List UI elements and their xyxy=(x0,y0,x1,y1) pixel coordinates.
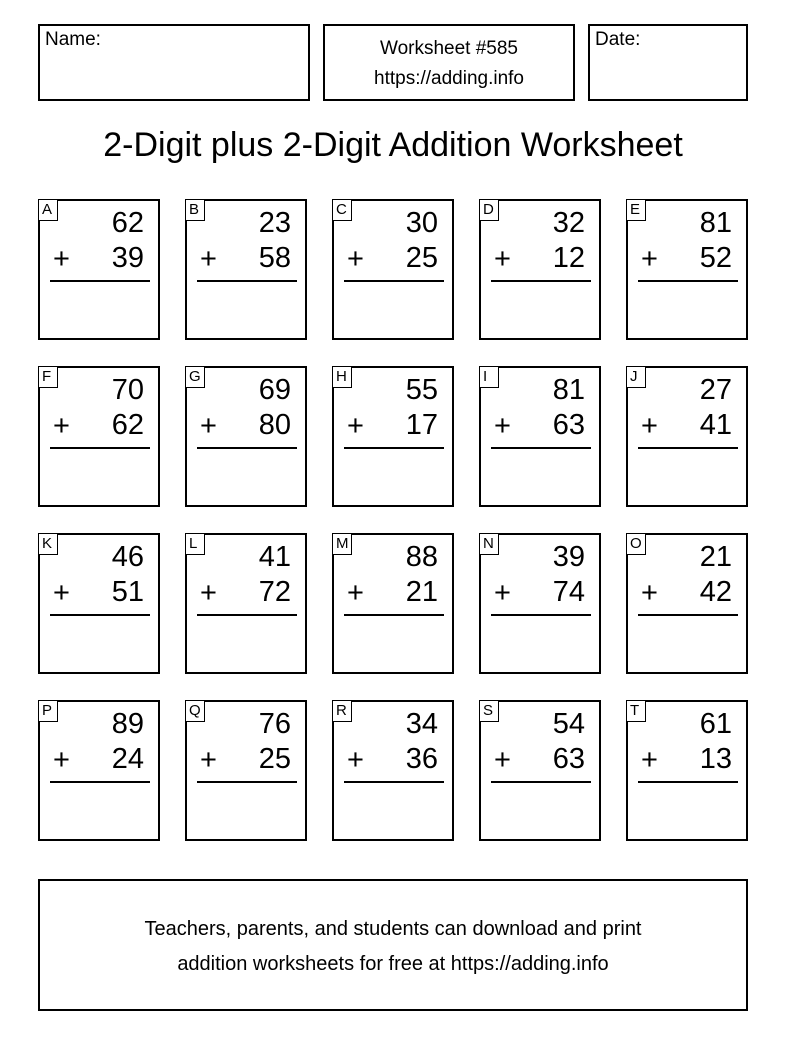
problem-bottom-number: 36 xyxy=(405,743,438,775)
problem-bottom-number: 39 xyxy=(111,242,144,274)
plus-sign: + xyxy=(641,744,658,776)
problem-top-number: 55 xyxy=(405,374,438,406)
problem-box xyxy=(626,366,748,507)
answer-line xyxy=(491,280,591,282)
problem-bottom-number: 58 xyxy=(258,242,291,274)
answer-line xyxy=(197,447,297,449)
problem-letter: C xyxy=(332,199,352,221)
problem-box xyxy=(185,366,307,507)
problem-top-number: 21 xyxy=(699,541,732,573)
problem-letter: E xyxy=(626,199,646,221)
problem-letter: J xyxy=(626,366,646,388)
plus-sign: + xyxy=(494,243,511,275)
answer-line xyxy=(638,614,738,616)
plus-sign: + xyxy=(53,410,70,442)
problem-top-number: 23 xyxy=(258,207,291,239)
problem-letter: K xyxy=(38,533,58,555)
problem-bottom-number: 13 xyxy=(699,743,732,775)
problem-top-number: 88 xyxy=(405,541,438,573)
plus-sign: + xyxy=(53,744,70,776)
problem-bottom-number: 52 xyxy=(699,242,732,274)
name-label: Name: xyxy=(45,29,101,50)
problem-box xyxy=(479,533,601,674)
plus-sign: + xyxy=(494,410,511,442)
date-label: Date: xyxy=(595,29,641,50)
problem-letter: B xyxy=(185,199,205,221)
answer-line xyxy=(344,280,444,282)
problem-bottom-number: 51 xyxy=(111,576,144,608)
problem-top-number: 61 xyxy=(699,708,732,740)
plus-sign: + xyxy=(641,577,658,609)
answer-line xyxy=(638,447,738,449)
plus-sign: + xyxy=(347,744,364,776)
plus-sign: + xyxy=(641,410,658,442)
problem-box xyxy=(185,700,307,841)
problem-box xyxy=(38,533,160,674)
problem-bottom-number: 63 xyxy=(552,743,585,775)
problem-letter: D xyxy=(479,199,499,221)
problem-bottom-number: 72 xyxy=(258,576,291,608)
problem-box xyxy=(479,199,601,340)
problem-bottom-number: 25 xyxy=(258,743,291,775)
problem-letter: I xyxy=(479,366,499,388)
problem-top-number: 32 xyxy=(552,207,585,239)
problem-top-number: 81 xyxy=(699,207,732,239)
answer-line xyxy=(344,614,444,616)
page-title: 2-Digit plus 2-Digit Addition Worksheet xyxy=(103,126,683,164)
worksheet-info-box xyxy=(323,24,575,101)
plus-sign: + xyxy=(347,577,364,609)
problem-top-number: 89 xyxy=(111,708,144,740)
problem-box xyxy=(332,199,454,340)
problem-bottom-number: 63 xyxy=(552,409,585,441)
problem-box xyxy=(479,366,601,507)
plus-sign: + xyxy=(53,243,70,275)
problem-top-number: 70 xyxy=(111,374,144,406)
plus-sign: + xyxy=(494,577,511,609)
problem-box xyxy=(626,700,748,841)
answer-line xyxy=(491,447,591,449)
problem-bottom-number: 62 xyxy=(111,409,144,441)
problem-letter: R xyxy=(332,700,352,722)
problem-bottom-number: 25 xyxy=(405,242,438,274)
answer-line xyxy=(50,781,150,783)
plus-sign: + xyxy=(53,577,70,609)
plus-sign: + xyxy=(200,410,217,442)
plus-sign: + xyxy=(641,243,658,275)
answer-line xyxy=(50,280,150,282)
problem-letter: P xyxy=(38,700,58,722)
problem-top-number: 62 xyxy=(111,207,144,239)
problem-top-number: 34 xyxy=(405,708,438,740)
answer-line xyxy=(197,614,297,616)
problem-letter: S xyxy=(479,700,499,722)
problem-box xyxy=(38,700,160,841)
answer-line xyxy=(491,781,591,783)
problem-letter: H xyxy=(332,366,352,388)
answer-line xyxy=(197,280,297,282)
answer-line xyxy=(638,280,738,282)
answer-line xyxy=(344,447,444,449)
problem-box xyxy=(332,700,454,841)
worksheet-number: Worksheet #585 xyxy=(379,38,518,59)
problem-top-number: 41 xyxy=(258,541,291,573)
problem-bottom-number: 74 xyxy=(552,576,585,608)
problem-top-number: 30 xyxy=(405,207,438,239)
answer-line xyxy=(491,614,591,616)
problem-letter: M xyxy=(332,533,352,555)
site-url: https://adding.info xyxy=(374,68,524,89)
problem-bottom-number: 12 xyxy=(552,242,585,274)
problem-top-number: 69 xyxy=(258,374,291,406)
plus-sign: + xyxy=(200,744,217,776)
answer-line xyxy=(344,781,444,783)
plus-sign: + xyxy=(347,410,364,442)
answer-line xyxy=(50,447,150,449)
problem-letter: A xyxy=(38,199,58,221)
problem-top-number: 46 xyxy=(111,541,144,573)
problem-top-number: 27 xyxy=(699,374,732,406)
name-box xyxy=(38,24,310,101)
footer-line-1: Teachers, parents, and students can download and print xyxy=(144,918,642,940)
problem-bottom-number: 24 xyxy=(111,743,144,775)
plus-sign: + xyxy=(200,577,217,609)
date-box xyxy=(588,24,748,101)
problem-letter: O xyxy=(626,533,646,555)
problem-box xyxy=(185,533,307,674)
answer-line xyxy=(197,781,297,783)
problem-top-number: 81 xyxy=(552,374,585,406)
problem-box xyxy=(332,533,454,674)
problem-box xyxy=(626,533,748,674)
problem-bottom-number: 17 xyxy=(405,409,438,441)
problem-letter: F xyxy=(38,366,58,388)
problem-box xyxy=(479,700,601,841)
problem-letter: N xyxy=(479,533,499,555)
problem-box xyxy=(38,366,160,507)
problem-letter: T xyxy=(626,700,646,722)
problem-box xyxy=(38,199,160,340)
plus-sign: + xyxy=(347,243,364,275)
footer-line-2: addition worksheets for free at https://adding.info xyxy=(177,953,609,975)
problem-bottom-number: 80 xyxy=(258,409,291,441)
problem-top-number: 76 xyxy=(258,708,291,740)
footer-box xyxy=(38,879,748,1011)
problem-box xyxy=(626,199,748,340)
problem-letter: L xyxy=(185,533,205,555)
problem-box xyxy=(332,366,454,507)
answer-line xyxy=(50,614,150,616)
problem-letter: Q xyxy=(185,700,205,722)
problem-box xyxy=(185,199,307,340)
plus-sign: + xyxy=(494,744,511,776)
problem-letter: G xyxy=(185,366,205,388)
answer-line xyxy=(638,781,738,783)
problem-top-number: 39 xyxy=(552,541,585,573)
problem-bottom-number: 41 xyxy=(699,409,732,441)
problem-bottom-number: 42 xyxy=(699,576,732,608)
plus-sign: + xyxy=(200,243,217,275)
problem-top-number: 54 xyxy=(552,708,585,740)
problem-bottom-number: 21 xyxy=(405,576,438,608)
